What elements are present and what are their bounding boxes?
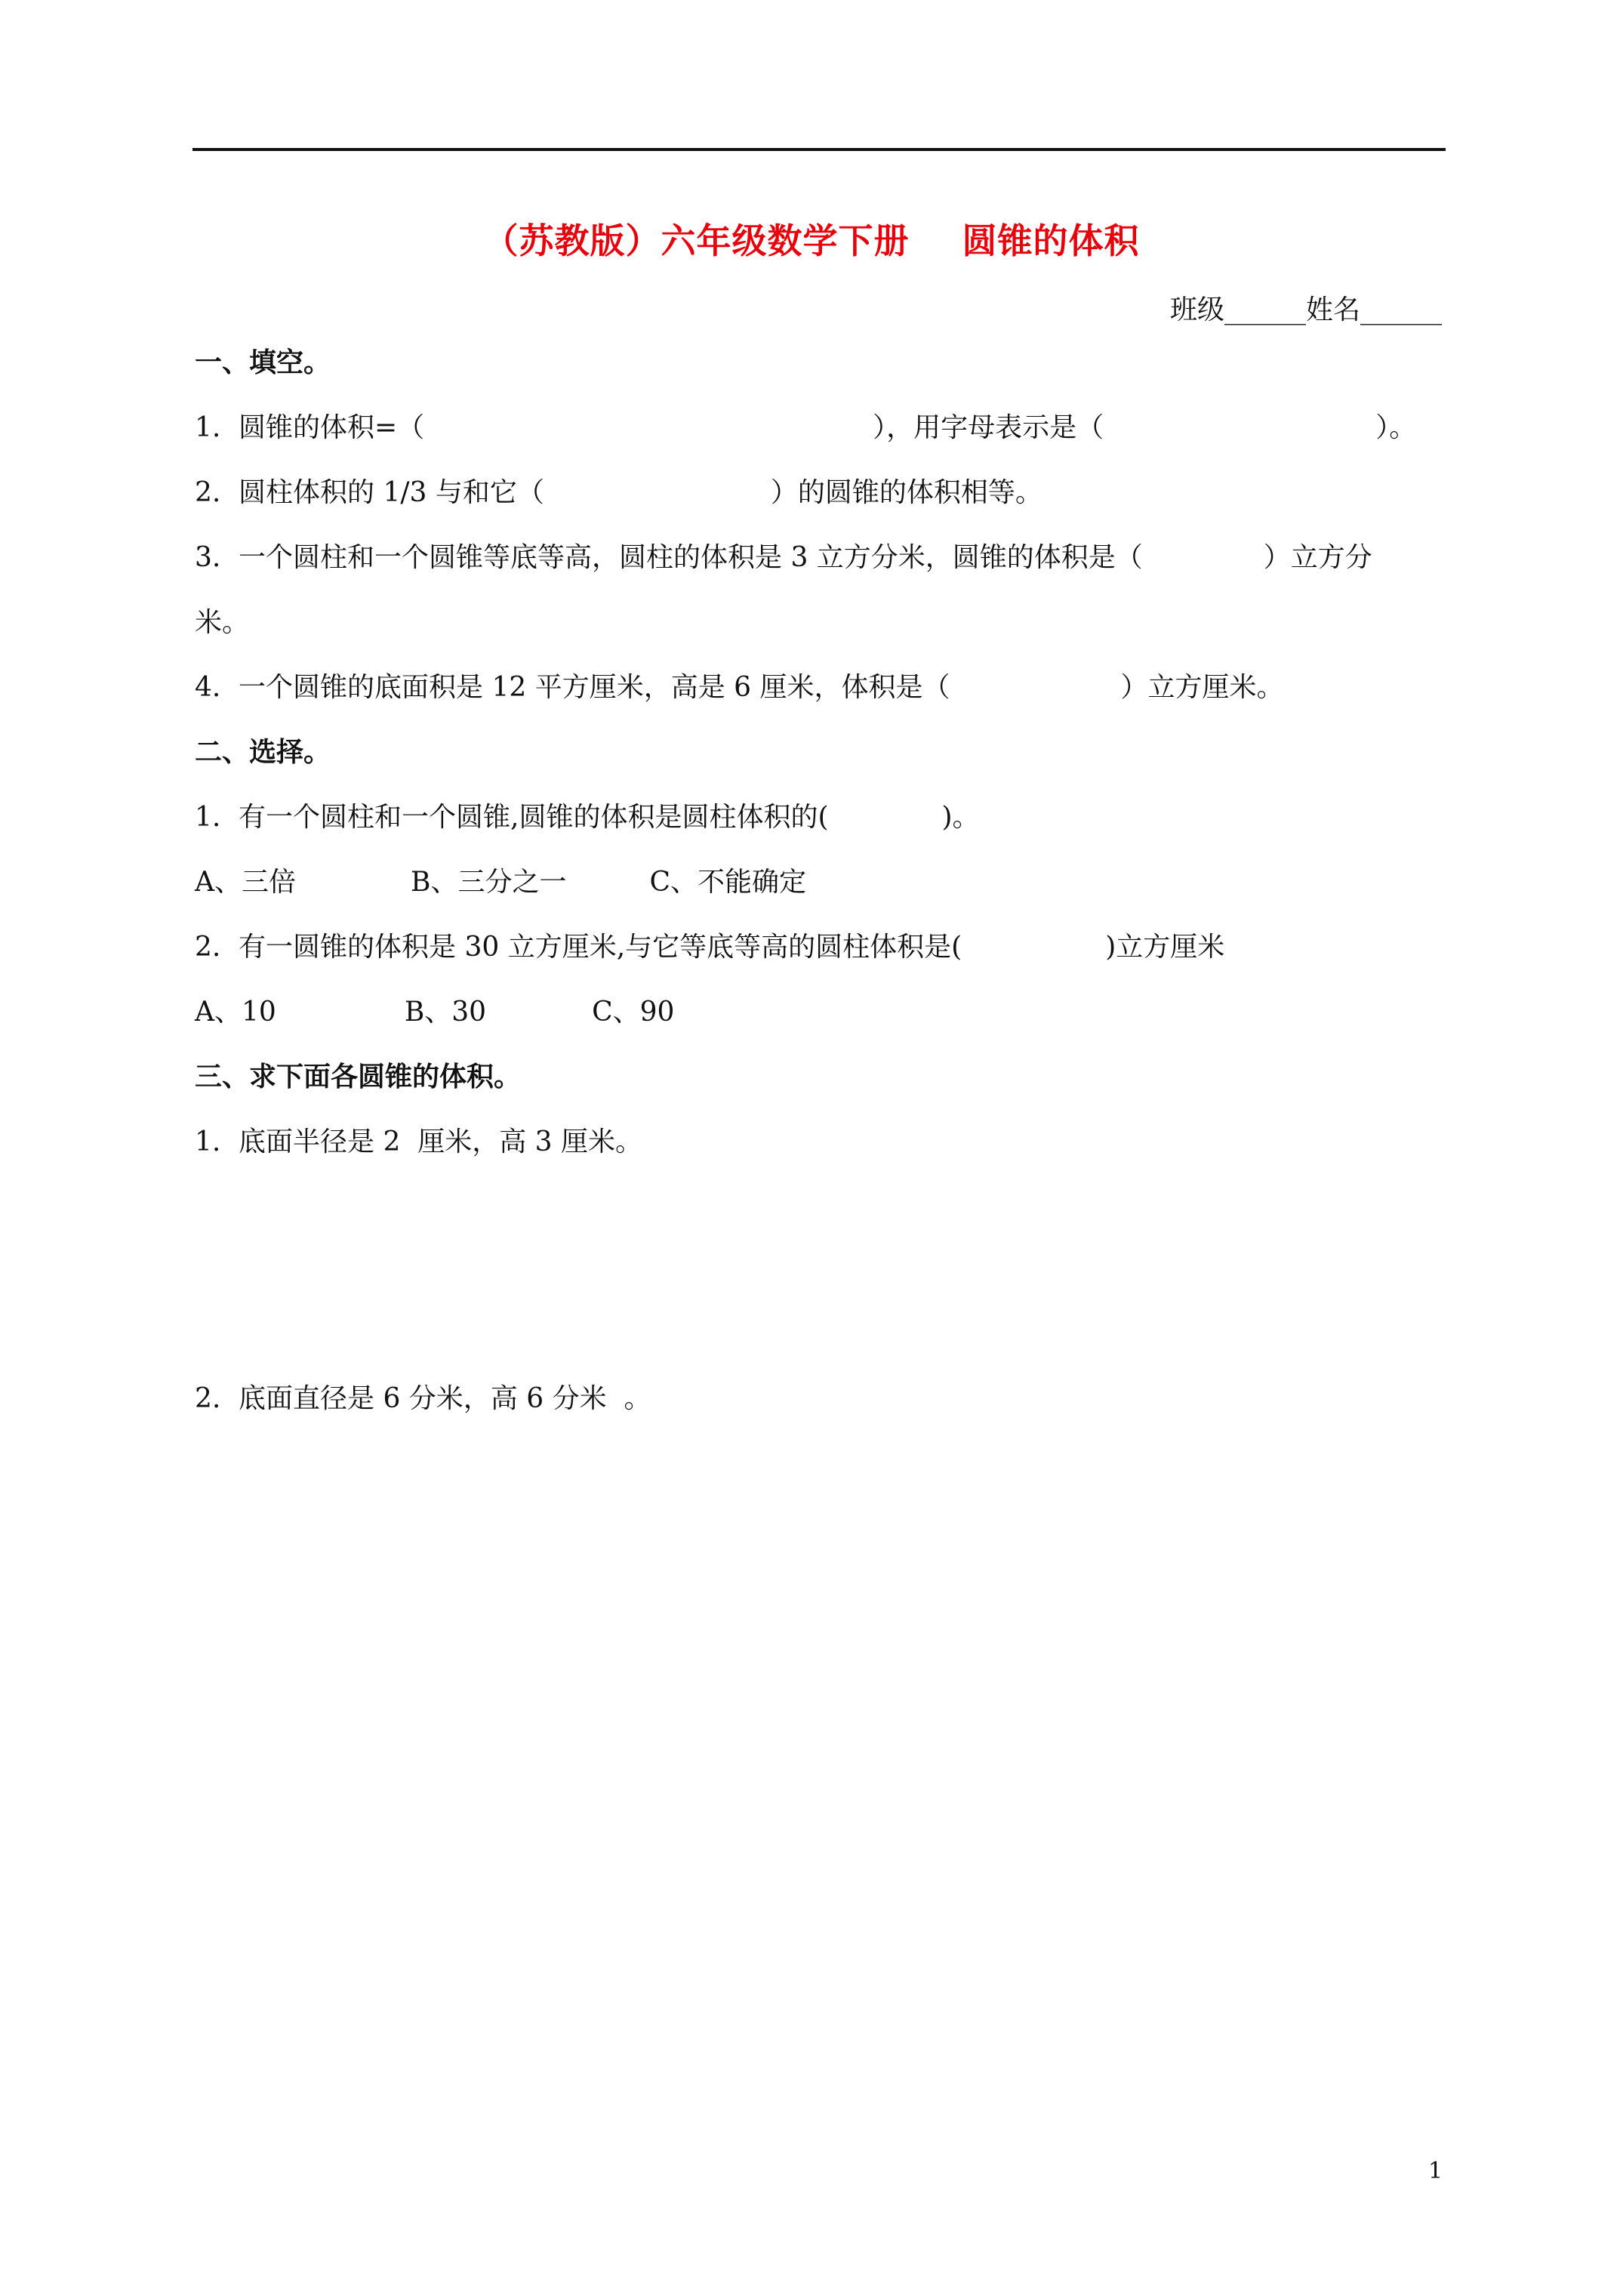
question-number: 2.	[195, 477, 221, 508]
question-text: 圆锥的体积=（	[239, 412, 425, 443]
title-topic: 圆锥的体积	[962, 220, 1140, 261]
header-rule	[192, 148, 1446, 151]
question-number: 3.	[195, 542, 221, 573]
fill-question-4	[195, 666, 1284, 704]
class-name-line	[1170, 288, 1442, 327]
question-text: 底面直径是 6 分米，高 6 分米 。	[239, 1383, 651, 1414]
question-text: 有一圆锥的体积是 30 立方厘米,与它等底等高的圆柱体积是(	[239, 932, 962, 963]
option-a: A、三倍	[195, 867, 296, 898]
option-c: C、90	[592, 997, 675, 1028]
fill-question-3-cont: 米。	[195, 607, 250, 638]
fill-question-2	[195, 471, 1042, 510]
fill-question-1	[195, 406, 1416, 445]
class-label: 班级______	[1169, 294, 1306, 325]
choice-options-1	[195, 861, 806, 899]
question-text: ）的圆锥的体积相等。	[770, 477, 1042, 508]
question-text: )立方厘米	[1105, 932, 1225, 963]
question-text: 一个圆柱和一个圆锥等底等高，圆柱的体积是 3 立方分米，圆锥的体积是（	[239, 542, 1143, 573]
question-text: ），用字母表示是（	[873, 412, 1104, 443]
question-number: 2.	[195, 1383, 221, 1414]
compute-question-2	[195, 1377, 651, 1416]
choice-question-2	[195, 926, 1224, 964]
question-text: ）。	[1375, 412, 1417, 443]
question-number: 4.	[195, 672, 221, 703]
question-number: 1.	[195, 802, 221, 833]
question-text: )。	[941, 802, 980, 833]
option-a: A、10	[195, 997, 276, 1028]
question-text: ）立方厘米。	[1120, 672, 1284, 703]
question-text: 一个圆锥的底面积是 12 平方厘米，高是 6 厘米，体积是（	[239, 672, 950, 703]
question-number: 1.	[195, 412, 221, 443]
section-heading-choice: 二、选择。	[195, 736, 331, 768]
choice-options-2	[195, 991, 674, 1029]
section-heading-fill: 一、填空。	[195, 347, 331, 378]
compute-question-1	[195, 1120, 642, 1159]
question-text: 有一个圆柱和一个圆锥,圆锥的体积是圆柱体积的(	[239, 802, 829, 833]
question-text: 底面半径是 2 厘米，高 3 厘米。	[239, 1126, 643, 1157]
question-number: 1.	[195, 1126, 221, 1157]
section-heading-compute: 三、求下面各圆锥的体积。	[195, 1061, 522, 1093]
option-c: C、不能确定	[649, 867, 807, 898]
option-b: B、三分之一	[411, 867, 567, 898]
page-title	[0, 214, 1623, 264]
option-b: B、30	[404, 997, 487, 1028]
question-text: 圆柱体积的 1/3 与和它（	[239, 477, 544, 508]
page-number: 1	[1428, 2158, 1443, 2184]
name-label: 姓名______	[1305, 294, 1442, 325]
question-number: 2.	[195, 932, 221, 963]
choice-question-1	[195, 796, 980, 834]
title-series: （苏教版）六年级数学下册	[483, 220, 910, 261]
fill-question-3	[195, 536, 1372, 575]
question-text: ）立方分	[1263, 542, 1372, 573]
